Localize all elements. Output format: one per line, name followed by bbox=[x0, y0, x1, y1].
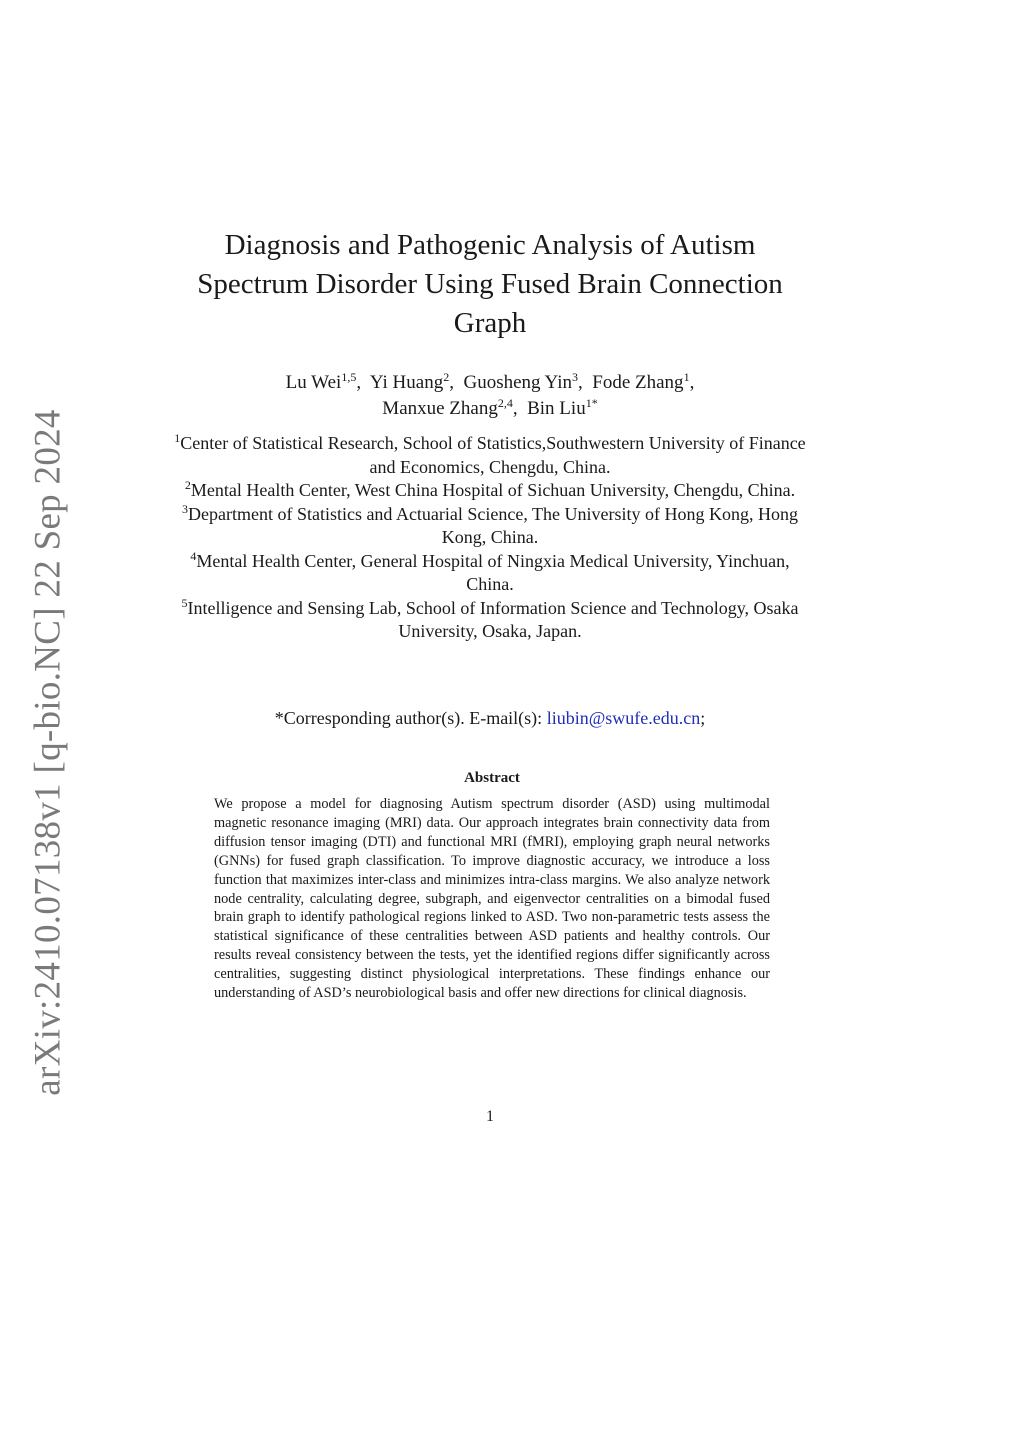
affiliation-text: Mental Health Center, West China Hospital of Sichuan University, Chengdu, China. bbox=[190, 480, 796, 500]
affiliation bbox=[170, 597, 810, 644]
arxiv-identifier-text: arXiv:2410.07138v1 [q-bio.NC] 22 Sep 2024 bbox=[27, 408, 69, 1096]
author bbox=[370, 372, 454, 393]
author bbox=[592, 372, 694, 393]
author-list bbox=[170, 370, 810, 422]
author-name: Fode Zhang bbox=[592, 372, 684, 393]
affiliation bbox=[170, 550, 810, 597]
affiliation-list bbox=[170, 432, 810, 644]
affiliation-text: Center of Statistical Research, School of Statistics,Southwestern University of Finance and Economics, Chengdu, China. bbox=[180, 433, 806, 477]
author-affiliation-marker: 1* bbox=[585, 396, 598, 410]
author-name: Yi Huang bbox=[369, 372, 444, 393]
author-affiliation-marker: 1 bbox=[683, 370, 690, 384]
arxiv-identifier-stamp bbox=[18, 408, 78, 1096]
affiliation-text: Department of Statistics and Actuarial Science, The University of Hong Kong, Hong Kong, China. bbox=[187, 503, 799, 547]
affiliation bbox=[170, 432, 810, 479]
author-affiliation-marker: 2 bbox=[443, 370, 450, 384]
author bbox=[463, 372, 582, 393]
author-affiliation-marker: 2,4 bbox=[497, 396, 513, 410]
abstract-heading: Abstract bbox=[464, 770, 520, 786]
author-name: Manxue Zhang bbox=[382, 398, 498, 419]
author-separator: , bbox=[449, 372, 454, 393]
affiliation-number: 3 bbox=[181, 501, 188, 516]
author-separator: , bbox=[689, 372, 695, 393]
author bbox=[527, 398, 598, 419]
paper-title: Diagnosis and Pathogenic Analysis of Autism Spectrum Disorder Using Fused Brain Connection Graph bbox=[197, 229, 783, 339]
author bbox=[286, 372, 361, 393]
affiliation-number: 5 bbox=[181, 595, 188, 610]
author-name: Lu Wei bbox=[285, 372, 342, 393]
author-affiliation-marker: 3 bbox=[572, 370, 579, 384]
affiliation-text: Mental Health Center, General Hospital of Ningxia Medical University, Yinchuan, China. bbox=[196, 550, 790, 594]
affiliation bbox=[170, 503, 810, 550]
affiliation bbox=[170, 479, 810, 503]
affiliation-number: 1 bbox=[174, 431, 181, 445]
abstract-body: We propose a model for diagnosing Autism spectrum disorder (ASD) using multimodal magnetic resonance imaging (MRI) data. Our approach integrates brain connectivity data from diffusion tensor imaging (DTI) and functional MRI (fMRI), employing graph neural networks (GNNs) for fused graph classification. To improve diagnostic accuracy, we introduce a loss function that maximizes inter-class and minimizes intra-class margins. We also analyze network node centrality, calculating degree, subgraph, and eigenvector centralities on a bimodal fused brain graph to identify pathological regions linked to ASD. Two non-parametric tests assess the statistical significance of these centralities between ASD patients and healthy controls. Our results reveal consistency between the tests, yet the identified regions differ significantly across centralities, suggesting distinct physiological interpretations. These findings enhance our understanding of ASD’s neurobiological basis and offer new directions for clinical diagnosis. bbox=[214, 796, 770, 1002]
affiliation-number: 4 bbox=[190, 548, 197, 563]
affiliation-text: Intelligence and Sensing Lab, School of Information Science and Technology, Osaka University, Osaka, Japan. bbox=[187, 597, 799, 641]
corresponding-author-label: *Corresponding author(s). E-mail(s): bbox=[274, 708, 547, 728]
corresponding-email-link[interactable]: liubin@swufe.edu.cn bbox=[546, 708, 701, 728]
author-affiliation-marker: 1,5 bbox=[341, 370, 357, 384]
author bbox=[382, 398, 517, 419]
author-separator: , bbox=[578, 372, 583, 393]
author-name: Guosheng Yin bbox=[463, 372, 573, 393]
corresponding-suffix: ; bbox=[700, 708, 706, 728]
affiliation-number: 2 bbox=[184, 478, 191, 492]
author-separator: , bbox=[512, 398, 518, 419]
corresponding-author-line bbox=[170, 706, 810, 730]
author-separator: , bbox=[356, 372, 362, 393]
page-number: 1 bbox=[486, 1108, 494, 1125]
author-name: Bin Liu bbox=[527, 398, 586, 419]
